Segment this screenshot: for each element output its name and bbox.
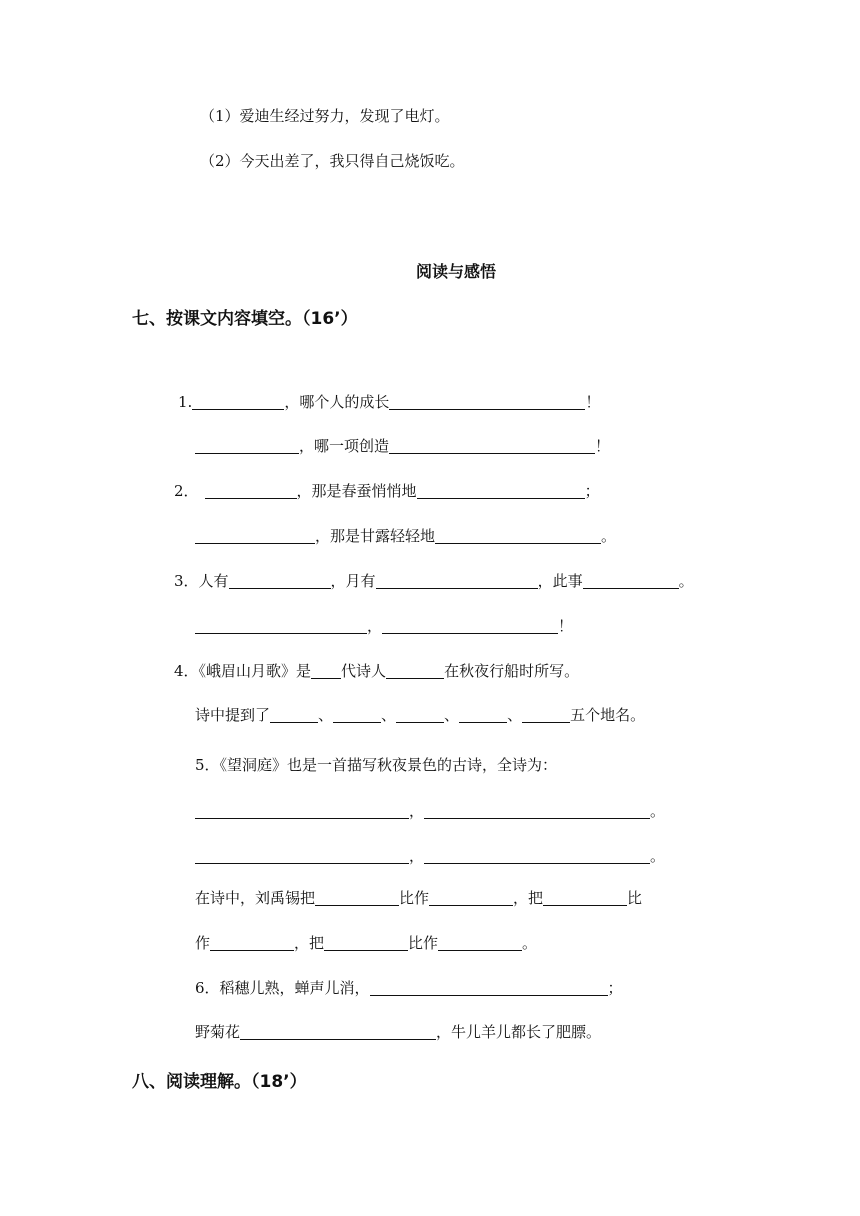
blank[interactable] [522,706,570,723]
blank[interactable] [435,527,601,544]
blank[interactable] [429,889,513,906]
item-text: 、 [444,706,460,724]
item-text: ， [409,802,425,820]
item-6-line-b [195,1022,601,1042]
blank[interactable] [438,934,522,951]
item-text: ！ [585,393,601,411]
item-2-line-a [174,481,600,501]
blank[interactable] [210,934,294,951]
blank[interactable] [195,527,315,544]
item-text: 比作 [399,889,430,907]
blank[interactable] [195,847,409,864]
item-4-line-a [174,661,579,681]
item-text: 。 [650,802,666,820]
item-6-line-a [195,978,623,998]
item-text: 。 [650,847,666,865]
blank[interactable] [370,979,608,996]
item-text: 、 [318,706,334,724]
item-text: 、 [507,706,523,724]
item-text: 4．《峨眉山月歌》是 [174,662,312,680]
item-text: ，哪个人的成长 [284,393,390,411]
item-text: 比作 [408,934,439,952]
blank[interactable] [270,706,318,723]
item-text: ，把 [294,934,325,952]
item-text: ， [367,617,383,635]
section-7-title: 七、按课文内容填空。（16’） [132,309,358,329]
item-4-line-b [195,705,645,725]
blank[interactable] [583,572,679,589]
item-text: ，把 [513,889,544,907]
item-3-line-b [195,616,573,636]
blank[interactable] [195,437,299,454]
blank[interactable] [315,889,399,906]
item-number: 1. [178,393,193,411]
item-text: 代诗人 [341,662,387,680]
item-text: 在诗中，刘禹锡把 [195,889,316,907]
blank[interactable] [192,393,284,410]
blank[interactable] [205,482,297,499]
section-8-title: 八、阅读理解。（18’） [132,1072,307,1092]
item-text: 野菊花 [195,1023,241,1041]
blank[interactable] [333,706,381,723]
blank[interactable] [386,662,444,679]
item-5-compare-line-1 [195,888,642,908]
blank[interactable] [195,802,409,819]
blank[interactable] [424,802,650,819]
item-5-poem-line-1 [195,801,665,821]
item-text: 。 [601,527,617,545]
item-number: 2． [174,482,199,500]
blank[interactable] [424,847,650,864]
blank[interactable] [417,482,585,499]
item-2-line-b [195,526,616,546]
blank[interactable] [389,393,585,410]
item-text: ，哪一项创造 [299,437,390,455]
item-3-line-a [174,571,694,591]
blank[interactable] [229,572,331,589]
item-text: 在秋夜行船时所写。 [444,662,580,680]
item-text: 3．人有 [174,572,229,590]
blank[interactable] [376,572,538,589]
item-text: 诗中提到了 [195,706,271,724]
item-text: ！ [595,437,611,455]
sentence-2: （2）今天出差了，我只得自己烧饭吃。 [200,152,465,170]
item-text: 。 [678,572,694,590]
item-text: 6．稻穗儿熟，蝉声儿消， [195,979,370,997]
item-text: 比 [627,889,643,907]
item-5-compare-line-2 [195,933,537,953]
part-title: 阅读与感悟 [416,262,497,281]
item-text: ； [607,979,623,997]
item-1-line-b [195,436,610,456]
item-text: 。 [522,934,538,952]
item-text: ，那是甘露轻轻地 [315,527,436,545]
item-text: ，月有 [330,572,376,590]
blank[interactable] [382,617,558,634]
blank[interactable] [459,706,507,723]
item-text: 作 [195,934,211,952]
blank[interactable] [240,1023,436,1040]
blank[interactable] [195,617,367,634]
item-text: 五个地名。 [570,706,646,724]
item-text: 、 [381,706,397,724]
item-5-intro: 5．《望洞庭》也是一首描写秋夜景色的古诗，全诗为： [195,756,558,774]
item-text: ！ [558,617,574,635]
blank[interactable] [324,934,408,951]
item-text: ，此事 [537,572,583,590]
blank[interactable] [311,662,341,679]
blank[interactable] [543,889,627,906]
blank[interactable] [396,706,444,723]
item-text: ， [409,847,425,865]
item-1-line-a [178,392,600,412]
blank[interactable] [389,437,595,454]
item-text: ，牛儿羊儿都长了肥膘。 [436,1023,602,1041]
item-5-poem-line-2 [195,846,665,866]
item-text: ，那是春蚕悄悄地 [296,482,417,500]
sentence-1: （1）爱迪生经过努力，发现了电灯。 [200,107,450,125]
item-text: ； [584,482,600,500]
